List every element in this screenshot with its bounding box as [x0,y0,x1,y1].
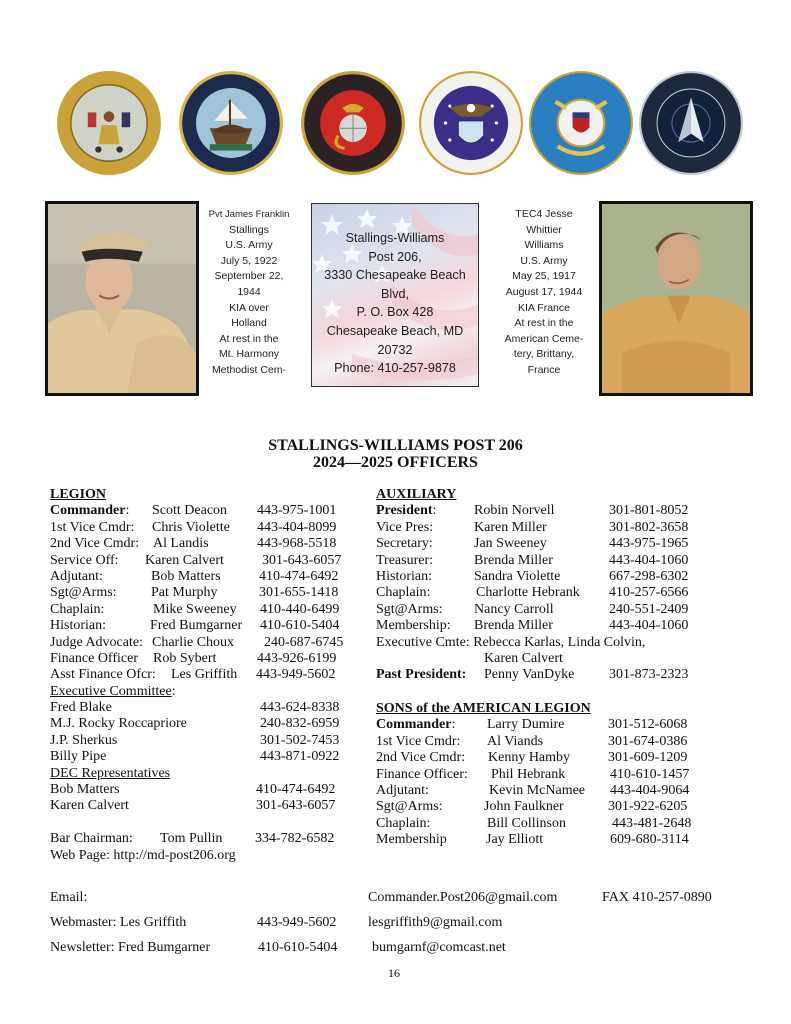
officer-role: Judge Advocate: [50,634,143,650]
auxiliary-executive-committee-cont: Karen Calvert [484,650,563,666]
officer-name: Phil Hebrank [491,766,566,782]
caption-line: May 25, 1917 [512,270,576,283]
address-line: Phone: 410-257-9878 [334,361,456,376]
officer-role: Membership [376,832,447,848]
williams-caption [490,207,598,379]
officer-row [376,816,736,832]
officer-role: Adjutant: [376,782,429,798]
officer-role: Adjutant: [50,568,103,584]
officer-name: Jan Sweeney [474,536,547,552]
officer-phone: 301-643-6057 [262,552,342,568]
officer-role: Sgt@Arms: [50,585,117,601]
officer-name: Rob Sybert [153,650,217,666]
stallings-caption [196,207,302,379]
officer-row [50,553,360,569]
officer-name: Larry Dumire [487,717,565,733]
caption-line: American Ceme- [504,332,584,345]
web-page-link[interactable]: Web Page: http://md-post206.org [50,847,236,863]
officer-name: Brenda Miller [474,618,553,634]
caption-line: At rest in the [514,317,574,330]
officer-phone: 443-949-5602 [256,667,336,683]
officer-name: Kevin McNamee [489,782,586,798]
officer-name: Scott Deacon [152,503,228,519]
officer-phone: 443-926-6199 [257,650,337,666]
past-president-name: Penny VanDyke [484,667,575,683]
officer-role: Membership: [376,618,451,634]
officer-row [50,536,360,552]
member-phone: 240-832-6959 [260,716,340,732]
officer-role-colon: : [125,503,130,519]
officer-role: Sgt@Arms: [376,601,443,617]
officer-name: Mike Sweeney [153,601,237,617]
address-line: P. O. Box 428 [356,305,434,320]
webmaster-email[interactable]: lesgriffith9@gmail.com [368,915,503,930]
legion-section [50,487,360,864]
caption-line: TEC4 Jesse [515,208,573,220]
officer-name: John Faulkner [484,799,564,815]
caption-line: U.S. Army [225,239,273,252]
newsletter-label: Newsletter: Fred Bumgarner [50,940,211,955]
bar-chairman-role: Bar Chairman: [50,831,133,847]
marine-corps-seal [300,70,406,176]
officer-phone: 301-801-8052 [609,503,689,519]
officer-name: Al Landis [153,536,209,552]
officer-phone: 443-404-1060 [609,618,689,634]
address-line: 20732 [377,342,413,357]
sons-heading: SONS of the AMERICAN LEGION [376,701,591,716]
officer-name: Pat Murphy [151,585,218,601]
officer-row [50,618,360,634]
bar-chairman-name: Tom Pullin [160,831,223,847]
officer-phone: 301-802-3658 [609,519,689,535]
officer-row [376,602,736,618]
caption-line: Methodist Cem- [211,363,287,376]
newsletter-email[interactable]: bumgarnf@comcast.net [372,940,506,955]
officer-name: Bill Collinson [487,815,566,831]
member-name: M.J. Rocky Roccapriore [50,716,187,732]
officer-role: Vice Pres: [376,519,434,535]
space-force-seal [638,70,744,176]
officer-name: Kenny Hamby [488,750,571,766]
address-line: 3330 Chesapeake Beach [324,268,466,283]
officer-role: Treasurer: [376,552,434,568]
officer-phone: 301-922-6205 [608,799,688,815]
caption-line: Williams [524,239,564,252]
caption-line: tery, Brittany, [513,348,575,361]
commander-email[interactable]: Commander.Post206@gmail.com [368,890,558,905]
caption-line: Whittier [526,223,562,236]
air-force-seal [418,70,524,176]
officer-row [376,734,736,750]
navy-seal [178,70,284,176]
officer-name: Bob Matters [151,568,221,584]
officer-phone: 410-610-5404 [260,618,340,634]
caption-line: July 5, 1922 [220,254,278,267]
officer-phone: 410-440-6499 [260,601,340,617]
caption-line: Stallings [229,223,269,236]
member-name: Billy Pipe [50,749,107,765]
past-president-phone: 301-873-2323 [609,667,689,683]
officer-row [50,667,360,683]
sons-section [376,701,736,849]
past-president-row [376,667,736,683]
member-name: Karen Calvert [50,798,129,814]
officer-phone: 301-609-1209 [608,750,688,766]
officer-name: Karen Calvert [145,552,224,568]
member-phone: 301-502-7453 [260,732,340,748]
officer-role: 2nd Vice Cmdr: [50,536,140,552]
officer-name: Brenda Miller [474,552,553,568]
member-phone: 301-643-6057 [256,798,336,814]
officer-name: Charlie Choux [152,634,235,650]
member-row [50,798,360,814]
officer-row [376,717,736,733]
officer-row [376,799,736,815]
officer-row [50,651,360,667]
officer-row [50,569,360,585]
officer-name: Robin Norvell [474,503,555,519]
auxiliary-heading: AUXILIARY [376,487,457,502]
officer-name: Al Viands [487,733,544,749]
stallings-portrait [45,201,199,396]
officer-role: Historian: [376,568,432,584]
officer-row [376,536,736,552]
caption-line: September 22, [214,270,284,283]
officer-row [50,585,360,601]
officer-phone: 443-975-1001 [257,503,337,519]
email-label: Email: [50,890,88,905]
auxiliary-executive-committee: Executive Cmte: Rebecca Karlas, Linda Colvin, [376,634,646,650]
bar-chairman-row [50,831,360,847]
officer-name: Chris Violette [152,519,230,535]
officer-role: Historian: [50,618,106,634]
address-line: Blvd, [381,286,409,301]
officer-name: Karen Miller [474,519,547,535]
page-title [0,437,791,471]
officer-phone: 301-512-6068 [608,717,688,733]
officer-role: Asst Finance Ofcr: [50,667,156,683]
member-name: J.P. Sherkus [50,732,118,748]
bar-chairman-phone: 334-782-6582 [255,831,335,847]
officer-phone: 609-680-3114 [610,832,689,848]
executive-committee-heading: Executive Committee [50,683,172,699]
officer-role: 2nd Vice Cmdr: [376,750,466,766]
officer-row [50,503,360,519]
member-row [50,716,360,732]
officer-phone: 301-655-1418 [259,585,339,601]
officer-name: Fred Bumgarner [150,618,243,634]
officer-name: Les Griffith [171,667,238,683]
officer-row [376,520,736,536]
officer-phone: 443-975-1965 [609,536,689,552]
officer-role: Service Off: [50,552,119,568]
fax-number: FAX 410-257-0890 [602,890,712,905]
caption-line: Pvt James Franklin [208,209,290,220]
officer-role: Finance Officer: [376,766,468,782]
officer-name: Charlotte Hebrank [476,585,580,601]
post-address-box [311,203,479,387]
officer-phone: 443-404-1060 [609,552,689,568]
auxiliary-section [376,487,736,684]
officer-row [376,553,736,569]
webmaster-phone: 443-949-5602 [257,915,337,930]
officer-role-colon: : [432,503,437,519]
address-line: Chesapeake Beach, MD [326,323,464,338]
caption-line: At rest in the [219,332,279,345]
caption-line: France [527,363,561,376]
officer-role: Chaplain: [376,815,431,831]
officer-role: 1st Vice Cmdr: [50,519,135,535]
member-phone: 443-624-8338 [260,700,340,716]
past-president-role: Past President: [376,667,467,683]
caption-line: U.S. Army [520,254,568,267]
member-row [50,749,360,765]
caption-line: August 17, 1944 [505,285,583,298]
officer-row [376,585,736,601]
officer-row [50,602,360,618]
title-line-1: STALLINGS-WILLIAMS POST 206 [268,437,523,454]
caption-line: 1944 [237,285,261,298]
officer-role: Commander [50,503,126,519]
officer-role: President [376,503,433,519]
caption-line: KIA France [518,301,570,314]
officer-phone: 410-257-6566 [609,585,689,601]
officer-role: Finance Officer [50,650,138,666]
officer-name: Jay Elliott [486,832,544,848]
webmaster-label: Webmaster: Les Griffith [50,915,187,930]
officer-role: Sgt@Arms: [376,799,443,815]
dec-representatives-heading: DEC Representatives [50,765,171,781]
officer-row [376,569,736,585]
legion-heading: LEGION [50,487,107,502]
member-name: Bob Matters [50,782,120,798]
member-row [50,782,360,798]
officer-row [376,783,736,799]
williams-portrait [599,201,753,396]
officer-phone: 240-551-2409 [609,601,689,617]
officer-role: 1st Vice Cmdr: [376,733,461,749]
officer-phone: 667-298-6302 [609,568,689,584]
member-row [50,700,360,716]
newsletter-phone: 410-610-5404 [258,940,338,955]
officer-name: Nancy Carroll [474,601,554,617]
member-row [50,733,360,749]
officer-phone: 301-674-0386 [608,733,688,749]
caption-line: Mt. Harmony [218,348,280,361]
officer-name: Sandra Violette [474,568,561,584]
officer-phone: 410-474-6492 [259,568,339,584]
officer-role-colon: : [451,717,456,733]
coast-guard-seal [528,70,634,176]
officer-phone: 410-610-1457 [610,766,690,782]
member-phone: 443-871-0922 [260,749,340,765]
officer-phone: 443-404-8099 [257,519,337,535]
caption-line: KIA over [229,301,269,314]
officer-row [376,503,736,519]
officer-phone: 443-481-2648 [612,815,692,831]
officer-row [376,618,736,634]
officer-role: Commander [376,717,452,733]
officer-phone: 240-687-6745 [264,634,344,650]
member-name: Fred Blake [50,700,112,716]
officer-row [376,832,736,848]
caption-line: Holland [231,317,267,330]
address-line: Stallings-Williams [345,231,445,245]
officer-role: Chaplain: [50,601,105,617]
member-phone: 410-474-6492 [256,782,336,798]
post-address [312,229,478,378]
executive-committee-colon: : [171,683,176,699]
officer-role: Chaplain: [376,585,431,601]
title-line-2: 2024—2025 OFFICERS [313,454,478,471]
army-seal [56,70,162,176]
officer-row [50,635,360,651]
page-number: 16 [388,966,400,980]
address-line: Post 206, [368,249,422,264]
officer-row [376,750,736,766]
officer-phone: 443-968-5518 [257,536,337,552]
officer-row [376,767,736,783]
officer-phone: 443-404-9064 [610,782,690,798]
officer-role: Secretary: [376,536,433,552]
officer-row [50,520,360,536]
